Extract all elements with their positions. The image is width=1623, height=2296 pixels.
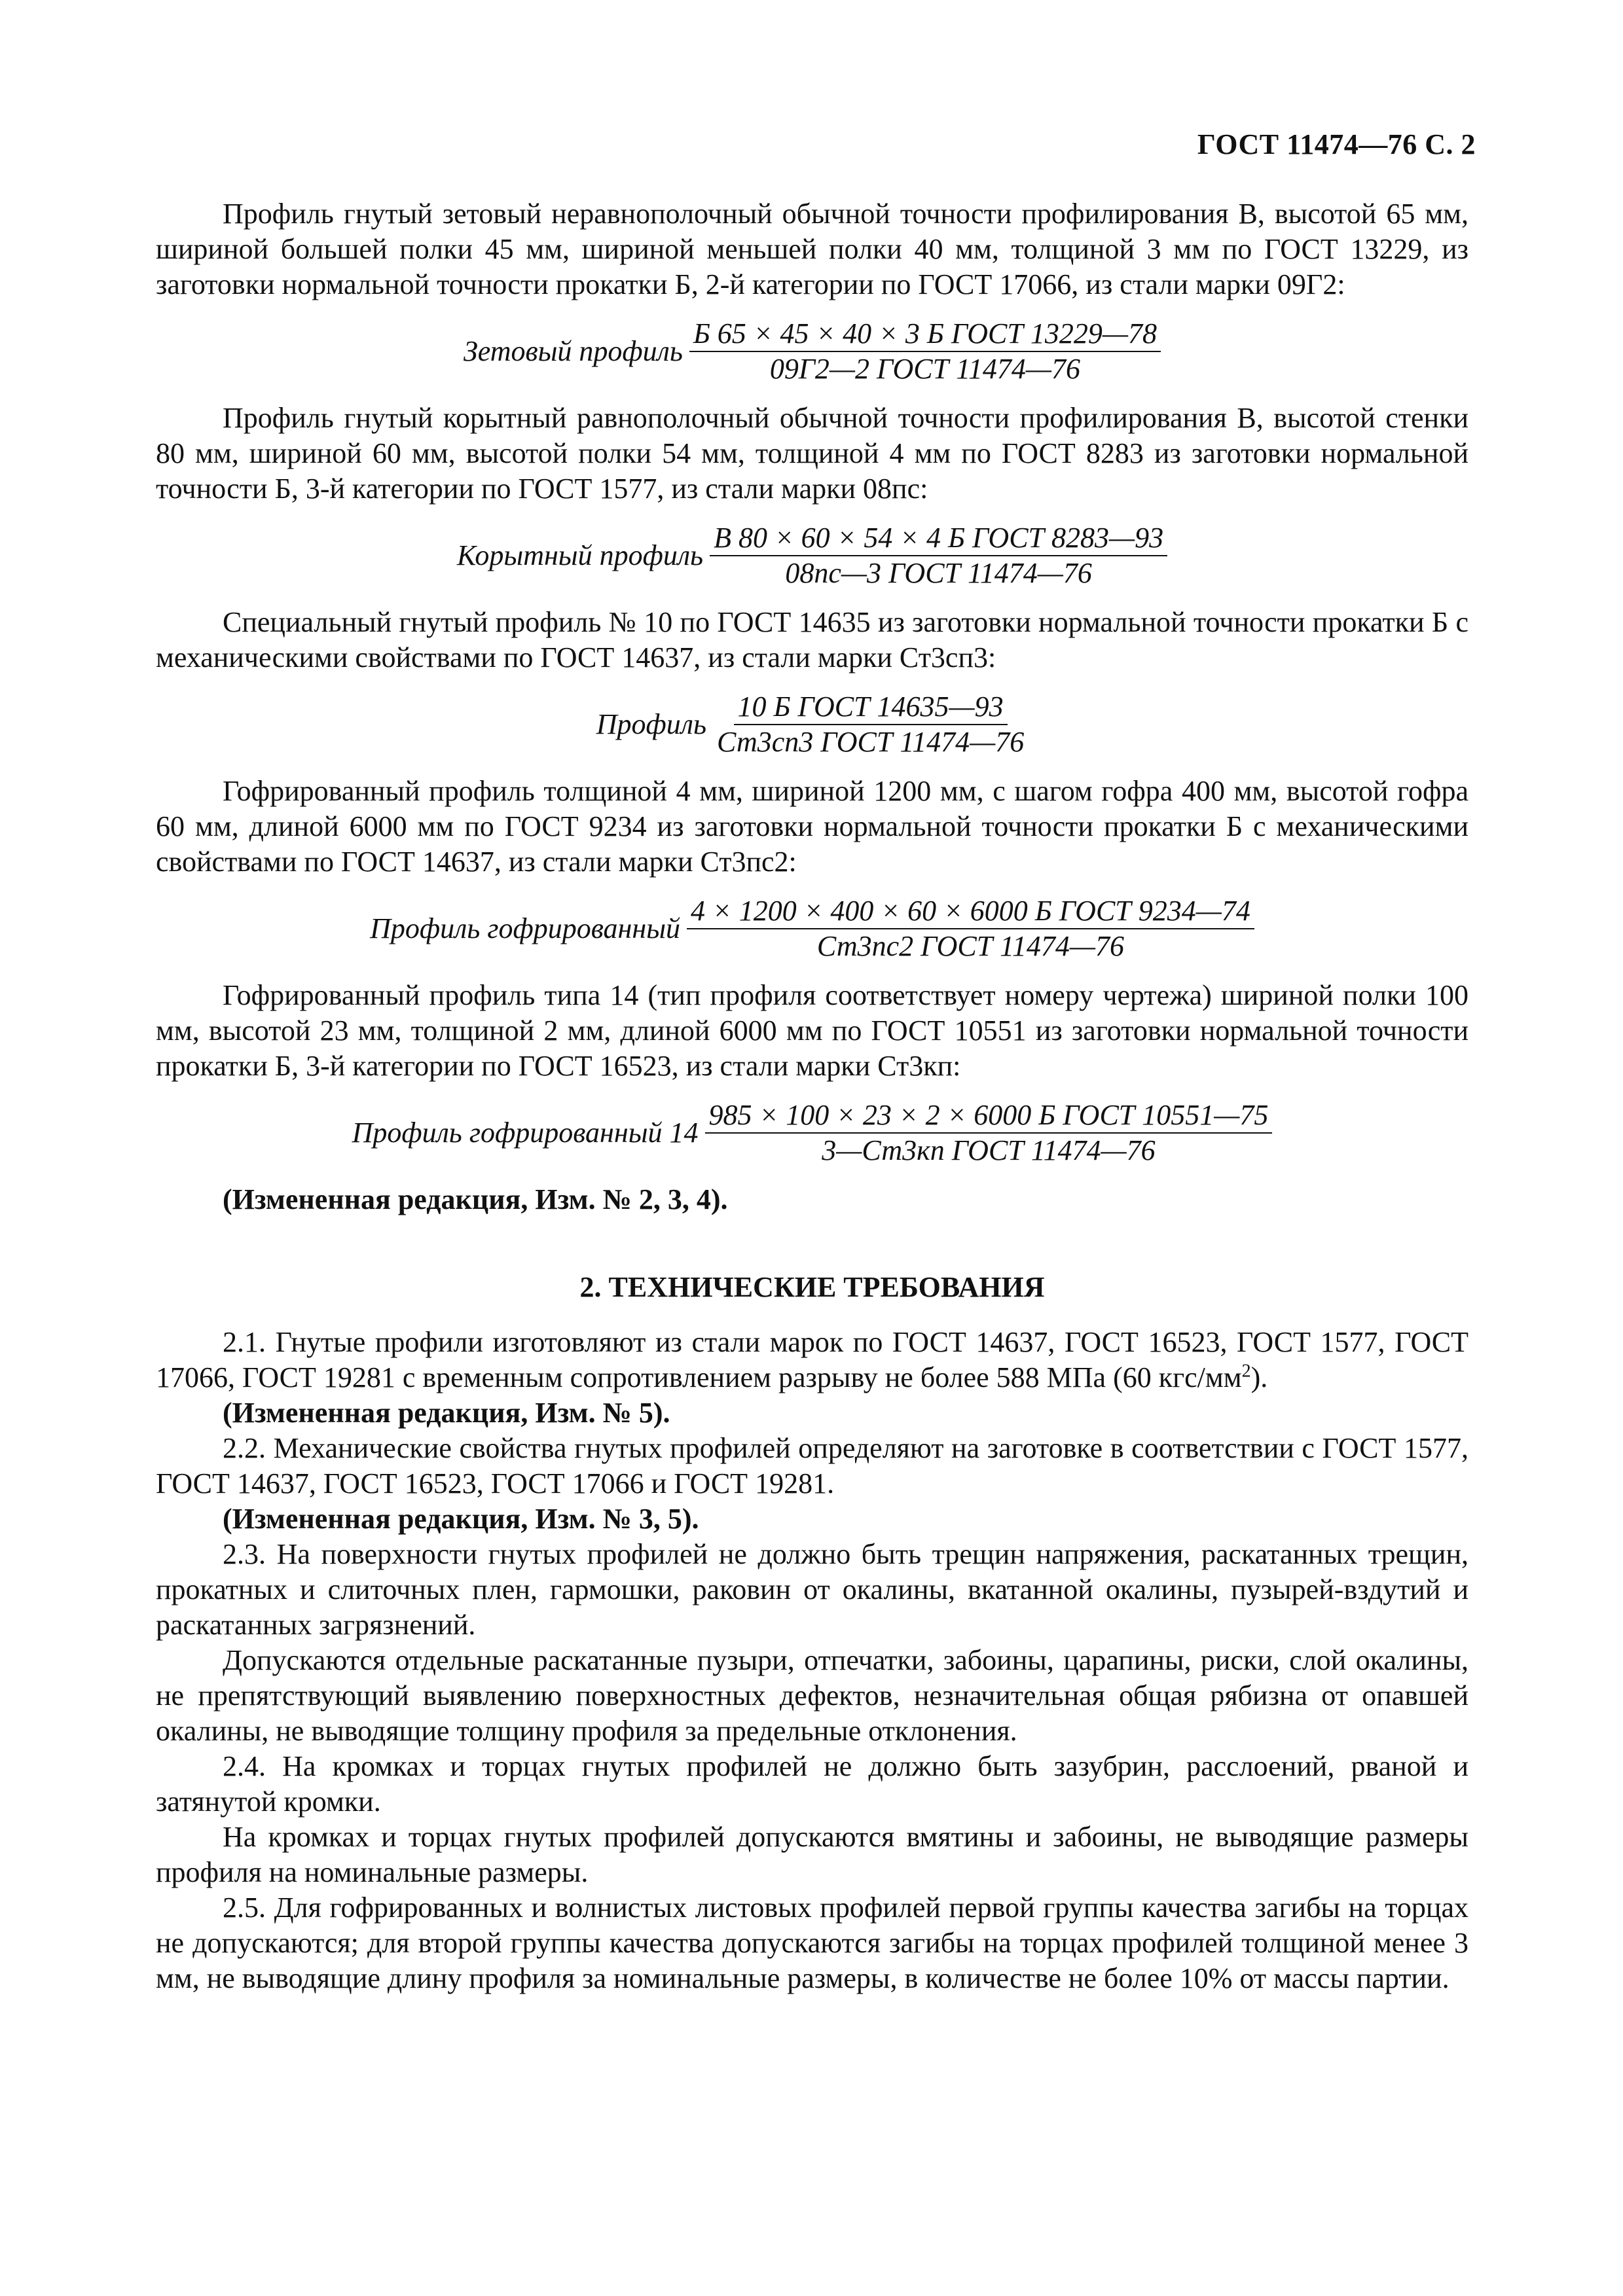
example-1-formula <box>156 318 1468 385</box>
formula-label: Зетовый профиль <box>463 335 683 367</box>
formula-denominator: Ст3пс2 ГОСТ 11474—76 <box>816 930 1125 962</box>
formula-label: Корытный профиль <box>456 539 704 571</box>
revision-note: (Измененная редакция, Изм. № 5). <box>223 1397 670 1429</box>
formula-fraction <box>710 522 1167 589</box>
formula-numerator: 4 × 1200 × 400 × 60 × 6000 Б ГОСТ 9234—74 <box>687 895 1254 929</box>
formula-fraction <box>687 895 1254 962</box>
example-5-text: Гофрированный профиль типа 14 (тип профиля соответствует номеру чертежа) шириной полки 100 мм, высотой 23 мм, толщиной 2 мм, длиной 6000 мм по ГОСТ 10551 из заготовки нормальной точности прокатки Б, 3-й категории по ГОСТ 16523, из стали марки Ст3кп: <box>156 979 1468 1082</box>
clause-2-3-allowance: Допускаются отдельные раскатанные пузыри, отпечатки, забоины, царапины, риски, слой окалины, не препятствующий выявлению поверхностных дефектов, незначительная общая рябизна от опавшей окалины, не выводящие толщину профиля за предельные отклонения. <box>156 1644 1468 1747</box>
formula-denominator: 3—Ст3кп ГОСТ 11474—76 <box>822 1134 1156 1166</box>
clause-2-1 <box>156 1325 1468 1395</box>
formula-fraction <box>689 318 1161 385</box>
clause-2-1-end: ). <box>1250 1361 1268 1393</box>
formula-numerator: 10 Б ГОСТ 14635—93 <box>734 691 1008 725</box>
clause-2-3: 2.3. На поверхности гнутых профилей не должно быть трещин напряжения, раскатанных трещин, прокатных и слиточных плен, гармошки, раковин от окалины, вкатанной окалины, пузырей-вздутий и раскатанных загрязнений. <box>156 1538 1468 1641</box>
example-2-text: Профиль гнутый корытный равнополочный обычной точности профилирования В, высотой стенки 80 мм, шириной 60 мм, высотой полки 54 мм, толщиной 4 мм по ГОСТ 8283 из заготовки нормальной точности Б, 3-й категории по ГОСТ 1577, из стали марки 08пс: <box>156 402 1468 505</box>
revision-note: (Измененная редакция, Изм. № 2, 3, 4). <box>223 1183 728 1215</box>
formula-fraction <box>705 1100 1273 1166</box>
example-1-text: Профиль гнутый зетовый неравнополочный обычной точности профилирования В, высотой 65 мм, шириной большей полки 45 мм, шириной меньшей полки 40 мм, толщиной 3 мм по ГОСТ 13229, из заготовки нормальной точности прокатки Б, 2-й категории по ГОСТ 17066, из стали марки 09Г2: <box>156 198 1468 300</box>
formula-label: Профиль гофрированный <box>370 912 680 944</box>
formula-numerator: 985 × 100 × 23 × 2 × 6000 Б ГОСТ 10551—75 <box>705 1100 1273 1134</box>
formula-label: Профиль гофрированный 14 <box>352 1117 699 1149</box>
formula-denominator: 08пс—3 ГОСТ 11474—76 <box>785 557 1092 589</box>
example-4-formula <box>156 895 1468 962</box>
example-3-text: Специальный гнутый профиль № 10 по ГОСТ 14635 из заготовки нормальной точности прокатки Б с механическими свойствами по ГОСТ 14637, из стали марки Ст3сп3: <box>156 606 1468 673</box>
section-title: 2. ТЕХНИЧЕСКИЕ ТРЕБОВАНИЯ <box>579 1271 1045 1303</box>
revision-note: (Измененная редакция, Изм. № 3, 5). <box>223 1503 699 1535</box>
formula-numerator: Б 65 × 45 × 40 × 3 Б ГОСТ 13229—78 <box>689 318 1161 352</box>
clause-2-1-text: 2.1. Гнутые профили изготовляют из стали марок по ГОСТ 14637, ГОСТ 16523, ГОСТ 1577, ГОСТ 17066, ГОСТ 19281 с временным сопротивлением разрыву не более 588 МПа (60 кгс/мм <box>156 1326 1468 1393</box>
page-header: ГОСТ 11474—76 С. 2 <box>1197 128 1476 160</box>
formula-numerator: В 80 × 60 × 54 × 4 Б ГОСТ 8283—93 <box>710 522 1167 556</box>
clause-2-4-allowance: На кромках и торцах гнутых профилей допускаются вмятины и забоины, не выводящие размеры профиля на номинальные размеры. <box>156 1821 1468 1888</box>
formula-denominator: 09Г2—2 ГОСТ 11474—76 <box>769 353 1080 385</box>
example-4-text: Гофрированный профиль толщиной 4 мм, шириной 1200 мм, с шагом гофра 400 мм, высотой гофра 60 мм, длиной 6000 мм по ГОСТ 9234 из заготовки нормальной точности прокатки Б с механическими свойствами по ГОСТ 14637, из стали марки Ст3пс2: <box>156 775 1468 878</box>
document-body <box>156 196 1468 1996</box>
clause-2-4: 2.4. На кромках и торцах гнутых профилей не должно быть зазубрин, расслоений, рваной и затянутой кромки. <box>156 1750 1468 1818</box>
example-3-formula <box>156 691 1468 758</box>
superscript: 2 <box>1241 1361 1251 1382</box>
example-5-formula <box>156 1100 1468 1166</box>
clause-2-2: 2.2. Механические свойства гнутых профилей определяют на заготовке в соответствии с ГОСТ 1577, ГОСТ 14637, ГОСТ 16523, ГОСТ 17066 и ГОСТ 19281. <box>156 1432 1468 1499</box>
formula-fraction <box>713 691 1028 758</box>
formula-denominator: Ст3сп3 ГОСТ 11474—76 <box>717 726 1025 758</box>
clause-2-5: 2.5. Для гофрированных и волнистых листовых профилей первой группы качества загибы на торцах не допускаются; для второй группы качества допускаются загибы на торцах профилей толщиной менее 3 мм, не выводящие длину профиля за номинальные размеры, в количестве не более 10% от массы партии. <box>156 1892 1468 1994</box>
example-2-formula <box>156 522 1468 589</box>
formula-label: Профиль <box>596 708 707 740</box>
